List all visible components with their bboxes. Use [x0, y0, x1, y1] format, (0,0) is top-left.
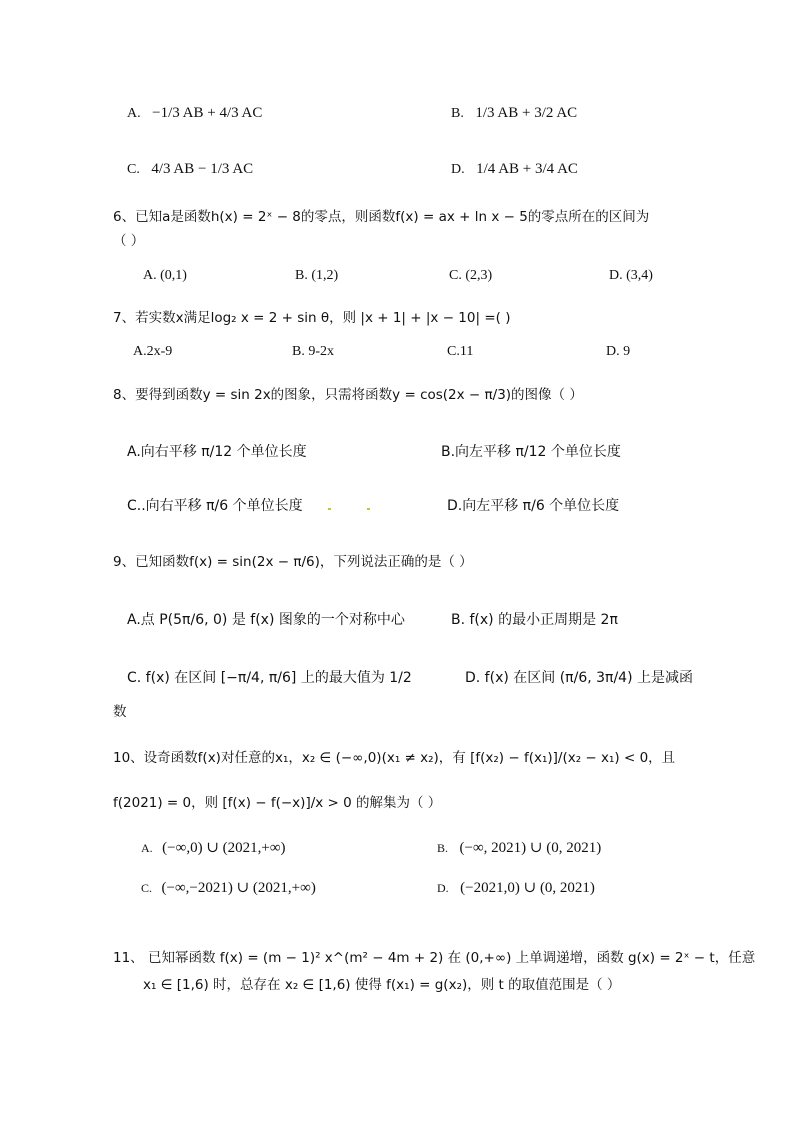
option-expr: −1/3 AB + 4/3 AC [152, 105, 263, 121]
stray-mark [328, 508, 331, 510]
option-expr: (−∞,0) ∪ (2021,+∞) [162, 840, 286, 856]
q10-option-a [141, 838, 286, 859]
vector-option-c [127, 159, 253, 180]
option-label: B. [437, 841, 449, 855]
option-label: D. [451, 162, 465, 177]
q7-option-c: C.11 [447, 344, 474, 359]
option-expr: 4/3 AB − 1/3 AC [151, 161, 254, 177]
q10-option-d [437, 878, 595, 899]
q7-option-a: A.2x-9 [133, 344, 173, 359]
stray-mark [367, 508, 370, 510]
q9-stem: 9、已知函数f(x) = sin(2x − π/6)，下列说法正确的是（ ） [113, 554, 473, 570]
option-label: C. [141, 881, 153, 895]
q7-stem: 7、若实数x满足log₂ x = 2 + sin θ，则 |x + 1| + |x − 10| =( ) [113, 310, 511, 326]
q6-stem: 6、已知a是函数h(x) = 2ˣ − 8的零点，则函数f(x) = ax + ln x − 5的零点所在的区间为 [113, 209, 650, 225]
option-label: C. [127, 162, 140, 177]
q8-option-b: B.向左平移 π/12 个单位长度 [441, 444, 621, 460]
q6-option-c: C. (2,3) [449, 268, 493, 283]
option-expr: (−2021,0) ∪ (0, 2021) [460, 880, 595, 896]
q6-option-d: D. (3,4) [609, 268, 653, 283]
q10-stem-line2: f(2021) = 0，则 [f(x) − f(−x)]/x > 0 的解集为（ ） [113, 795, 442, 811]
q8-option-d: D.向左平移 π/6 个单位长度 [447, 498, 620, 514]
q8-option-c: C..向右平移 π/6 个单位长度 [127, 498, 303, 514]
q10-option-b [437, 838, 601, 859]
vector-option-b [451, 103, 577, 124]
q9-option-c: C. f(x) 在区间 [−π/4, π/6] 上的最大值为 1/2 [127, 670, 412, 686]
q9-option-a: A.点 P(5π/6, 0) 是 f(x) 图象的一个对称中心 [127, 612, 405, 628]
option-expr: (−∞, 2021) ∪ (0, 2021) [459, 840, 602, 856]
q10-option-c [141, 878, 316, 899]
q11-line1: 11、 已知幂函数 f(x) = (m − 1)² x^(m² − 4m + 2) 在 (0,+∞) 上单调递增，函数 g(x) = 2ˣ − t，任意 [113, 950, 756, 966]
option-expr: (−∞,−2021) ∪ (2021,+∞) [161, 880, 316, 896]
option-expr: 1/3 AB + 3/2 AC [475, 105, 578, 121]
q10-stem: 10、设奇函数f(x)对任意的x₁，x₂ ∈ (−∞,0)(x₁ ≠ x₂)，有 [f(x₂) − f(x₁)]/(x₂ − x₁) < 0，且 [113, 750, 676, 766]
q6-option-b: B. (1,2) [295, 268, 339, 283]
option-label: D. [437, 881, 449, 895]
q9-option-d: D. f(x) 在区间 (π/6, 3π/4) 上是减函 [465, 670, 694, 686]
q9-option-b: B. f(x) 的最小正周期是 2π [451, 612, 618, 628]
q8-stem: 8、要得到函数y = sin 2x的图象，只需将函数y = cos(2x − π/3)的图像（ ） [113, 387, 583, 403]
q6-option-a: A. (0,1) [143, 268, 187, 283]
option-expr: 1/4 AB + 3/4 AC [476, 161, 578, 177]
q7-option-b: B. 9-2x [292, 344, 334, 359]
q6-paren: （ ） [113, 233, 145, 249]
option-label: A. [141, 841, 153, 855]
vector-option-d [451, 159, 578, 180]
q7-option-d: D. 9 [606, 344, 631, 359]
vector-option-a [127, 103, 262, 124]
option-label: A. [127, 106, 141, 121]
q8-option-a: A.向右平移 π/12 个单位长度 [127, 444, 307, 460]
q9-option-d-wrap: 数 [113, 704, 127, 720]
option-label: B. [451, 106, 464, 121]
q11-line2: x₁ ∈ [1,6) 时，总存在 x₂ ∈ [1,6) 使得 f(x₁) = g(x₂)，则 t 的取值范围是（ ） [143, 977, 621, 993]
